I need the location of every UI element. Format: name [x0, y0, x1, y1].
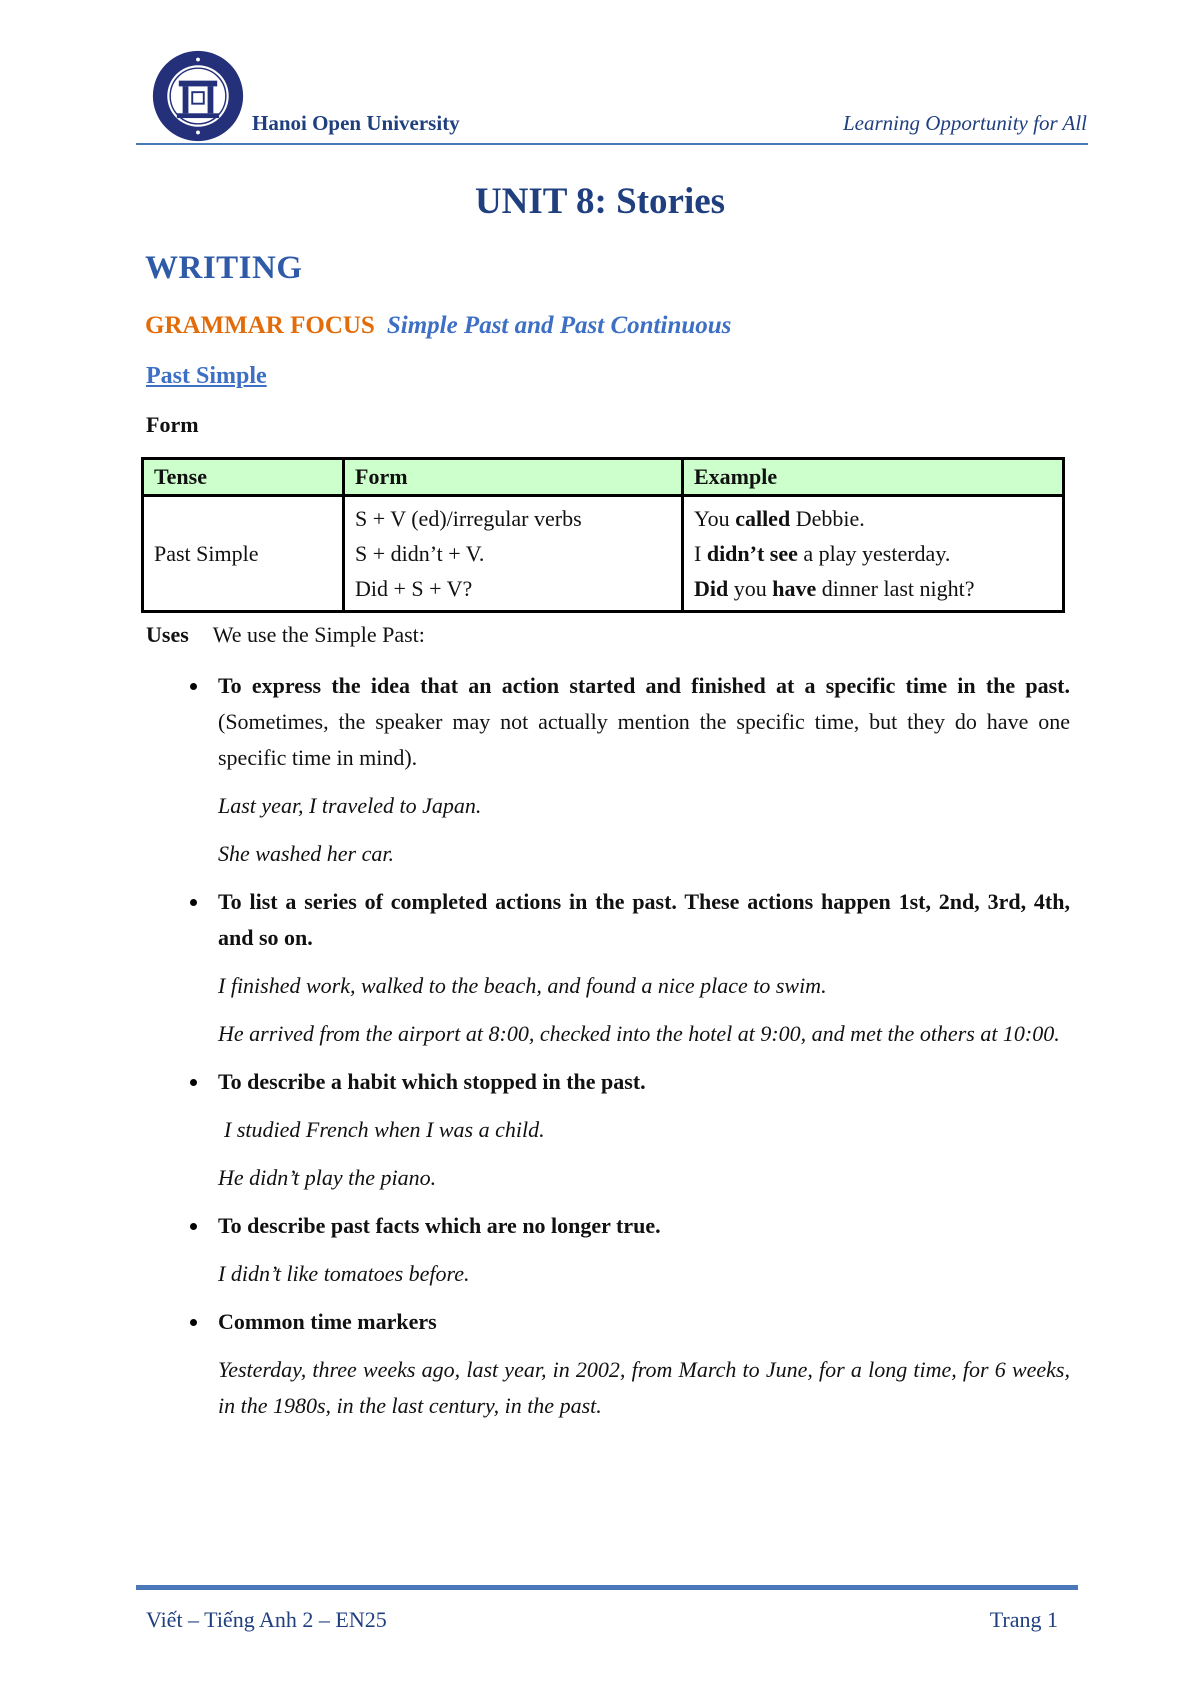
- bullet-bold: To describe a habit which stopped in the past.: [218, 1069, 646, 1094]
- bullet-icon: [190, 1223, 197, 1230]
- list-item: [190, 1304, 1070, 1340]
- uses-intro: We use the Simple Past:: [212, 622, 425, 647]
- university-logo-icon: [150, 48, 246, 144]
- form-label: Form: [146, 412, 199, 437]
- uses-label: Uses: [146, 622, 189, 647]
- bullet-bold: To describe past facts which are no longer true.: [218, 1213, 661, 1238]
- form-line: Did + S + V?: [355, 576, 473, 601]
- bullet-bold: To express the idea that an action started and finished at a specific time in the past.: [218, 673, 1070, 698]
- example-sentence: I didn’t like tomatoes before.: [218, 1261, 470, 1286]
- bullet-note: (Sometimes, the speaker may not actually mention the specific time, but they do have one specific time in mind).: [218, 709, 1070, 770]
- table-row: [143, 496, 1064, 612]
- grammar-focus-label: GRAMMAR FOCUS: [145, 312, 375, 339]
- bullet-text: [218, 884, 1070, 956]
- bullet-text: [218, 1304, 1070, 1340]
- example-sentence: He didn’t play the piano.: [218, 1165, 437, 1190]
- example-text: dinner last night?: [816, 576, 975, 601]
- footer-page-number: Trang 1: [989, 1607, 1058, 1632]
- bullet-bold: To list a series of completed actions in the past. These actions happen 1st, 2nd, 3rd, 4th, and so on.: [218, 889, 1070, 950]
- bullet-bold: Common time markers: [218, 1309, 437, 1334]
- example-sentence: He arrived from the airport at 8:00, checked into the hotel at 9:00, and met the others at 10:00.: [218, 1021, 1060, 1046]
- table-header-example: Example: [683, 459, 1064, 496]
- header-university: Hanoi Open University: [252, 111, 460, 135]
- form-line: S + V (ed)/irregular verbs: [355, 506, 582, 531]
- example-line: [694, 536, 1052, 571]
- list-item: [190, 668, 1070, 776]
- example-text: I: [694, 541, 707, 566]
- example-bold: called: [735, 506, 791, 531]
- bullet-text: [218, 668, 1070, 776]
- bullet-icon: [190, 1319, 197, 1326]
- grammar-focus-subtitle: Simple Past and Past Continuous: [386, 312, 732, 339]
- list-item: [190, 1208, 1070, 1244]
- footer-course: Viết – Tiếng Anh 2 – EN25: [146, 1607, 387, 1632]
- example-sentence: I studied French when I was a child.: [224, 1117, 545, 1142]
- bullet-icon: [190, 1079, 197, 1086]
- footer-divider: [136, 1585, 1078, 1590]
- form-line: S + didn’t + V.: [355, 541, 485, 566]
- tense-cell: Past Simple: [143, 496, 344, 612]
- header-slogan: Learning Opportunity for All: [842, 111, 1087, 135]
- header-divider: [136, 143, 1088, 145]
- bullet-icon: [190, 899, 197, 906]
- uses-line: [146, 622, 425, 648]
- example-bold: Did: [694, 576, 729, 601]
- table-header-form: Form: [344, 459, 683, 496]
- bullet-text: [218, 1208, 1070, 1244]
- uses-list: [190, 668, 1070, 1436]
- table-header-row: [143, 459, 1064, 496]
- example-text: Debbie.: [790, 506, 865, 531]
- example-sentence: She washed her car.: [218, 841, 394, 866]
- example-sentence: Last year, I traveled to Japan.: [218, 793, 482, 818]
- example-sentence: I finished work, walked to the beach, and found a nice place to swim.: [218, 973, 827, 998]
- example-line: [694, 571, 1052, 606]
- example-text: you: [728, 576, 773, 601]
- example-cell: [683, 496, 1064, 612]
- section-heading: WRITING: [145, 250, 303, 286]
- grammar-focus-heading: [145, 312, 731, 340]
- bullet-icon: [190, 683, 197, 690]
- grammar-table: [141, 457, 1065, 613]
- past-simple-subheading: Past Simple: [146, 363, 267, 389]
- list-item: [190, 884, 1070, 956]
- page-title: UNIT 8: Stories: [474, 181, 726, 222]
- example-sentence: Yesterday, three weeks ago, last year, in 2002, from March to June, for a long time, for 6 weeks, in the 1980s, in the last century, in the past.: [218, 1357, 1070, 1418]
- list-item: [190, 1064, 1070, 1100]
- form-cell: [344, 496, 683, 612]
- example-bold: have: [772, 576, 817, 601]
- example-bold: didn’t see: [706, 541, 798, 566]
- example-line: [694, 501, 1052, 536]
- table-header-tense: Tense: [143, 459, 344, 496]
- example-text: a play yesterday.: [797, 541, 951, 566]
- example-text: You: [694, 506, 736, 531]
- bullet-text: [218, 1064, 1070, 1100]
